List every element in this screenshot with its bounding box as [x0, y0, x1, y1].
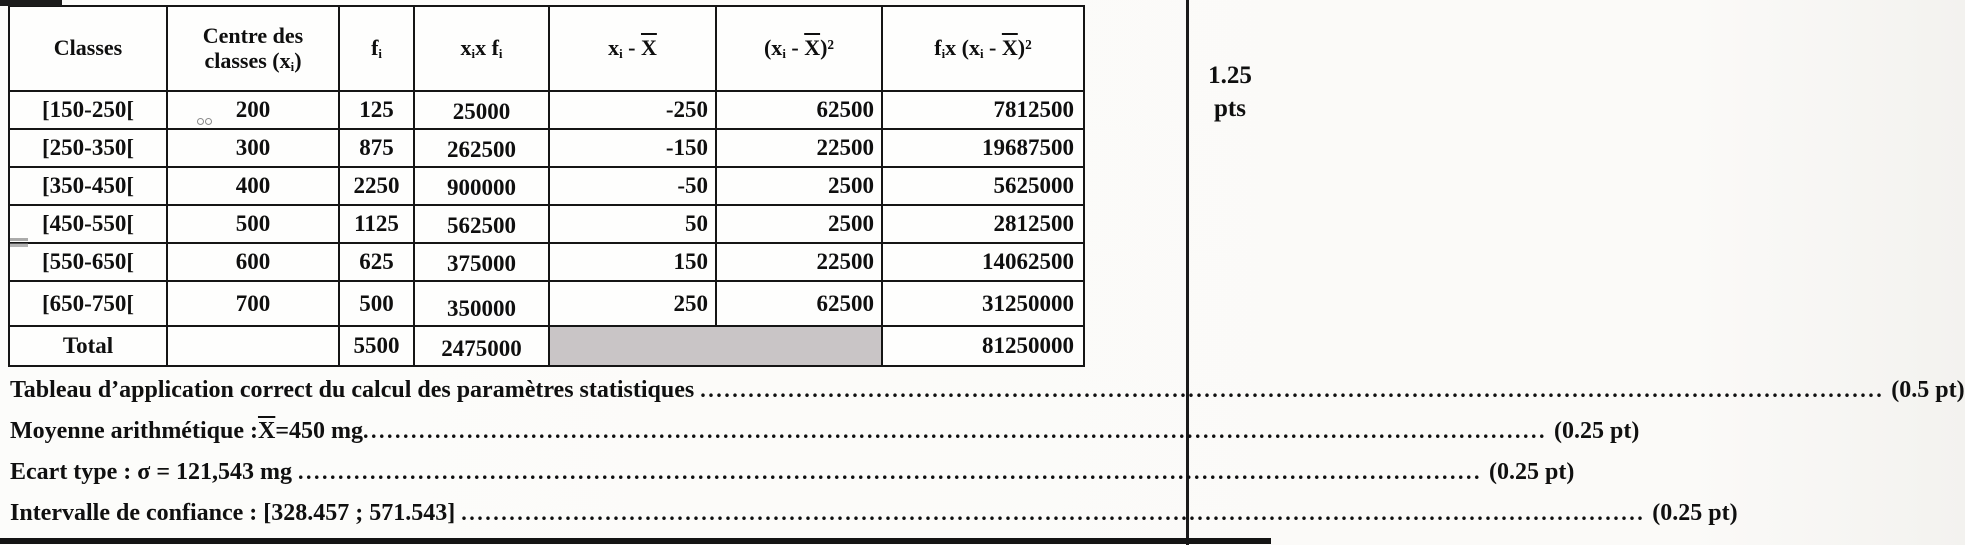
- cell: 14062500: [882, 243, 1084, 281]
- note-line: [10, 418, 1640, 459]
- cell: 900000: [414, 167, 549, 205]
- cell: 400: [167, 167, 339, 205]
- cell: 7812500: [882, 91, 1084, 129]
- col-header-1: Classes: [9, 6, 167, 91]
- note-line: [10, 459, 1575, 500]
- dot-leader: ....................................................................................................................................................: [700, 377, 1885, 402]
- note-points: (0.25 pt): [1553, 418, 1640, 444]
- cell: 700: [167, 281, 339, 326]
- total-cell: 2475000: [414, 326, 549, 366]
- total-cell: 5500: [339, 326, 414, 366]
- stats-table: [8, 5, 1085, 367]
- table-body: [9, 91, 1084, 366]
- table-header-row: [9, 6, 1084, 91]
- cell: 2500: [716, 167, 882, 205]
- cell: [450-550[: [9, 205, 167, 243]
- cell: 125: [339, 91, 414, 129]
- scan-artifact-corner: [0, 0, 62, 6]
- note-text: Moyenne arithmétique $:\overline{X}=450$ mg: [10, 418, 363, 444]
- note-line: [10, 500, 1738, 541]
- score-value: 1.25: [1208, 62, 1252, 89]
- cell: 31250000: [882, 281, 1084, 326]
- cell: 562500: [414, 205, 549, 243]
- table-row: [9, 167, 1084, 205]
- total-cell: [167, 326, 339, 366]
- cell: 500: [339, 281, 414, 326]
- cell: [250-350[: [9, 129, 167, 167]
- shaded-empty-cell: [549, 326, 882, 366]
- note-points: (0.5 pt): [1891, 377, 1965, 403]
- col-header-2: Centre des classes $(x_i)$: [167, 6, 339, 91]
- total-row: [9, 326, 1084, 366]
- page-bottom-rule: [0, 538, 1271, 544]
- cell: 2500: [716, 205, 882, 243]
- cell: [650-750[: [9, 281, 167, 326]
- cell: 2812500: [882, 205, 1084, 243]
- note-line: [10, 377, 1965, 418]
- table-row: [9, 129, 1084, 167]
- cell: 25000: [414, 91, 549, 129]
- cell: [550-650[: [9, 243, 167, 281]
- cell: 500: [167, 205, 339, 243]
- dot-leader: ....................................................................................................................................................: [461, 500, 1646, 525]
- cell: 350000: [414, 281, 549, 326]
- dot-leader: ....................................................................................................................................................: [298, 459, 1483, 484]
- cell: -150: [549, 129, 716, 167]
- table-row: [9, 91, 1084, 129]
- cell: 1125: [339, 205, 414, 243]
- cell: -250: [549, 91, 716, 129]
- cell: -50: [549, 167, 716, 205]
- cell: 22500: [716, 129, 882, 167]
- cell: 262500: [414, 129, 549, 167]
- cell: 250: [549, 281, 716, 326]
- cell: [350-450[: [9, 167, 167, 205]
- cell: 200: [167, 91, 339, 129]
- total-cell: 81250000: [882, 326, 1084, 366]
- score-label: [1189, 60, 1271, 125]
- col-header-6: $(x_i - \overline{X})^2$: [716, 6, 882, 91]
- note-text: Intervalle de confiance : [328.457 ; 571.543]: [10, 500, 462, 526]
- cell: 150: [549, 243, 716, 281]
- note-text: Tableau d’application correct du calcul des paramètres statistiques: [10, 377, 701, 403]
- cell: 62500: [716, 281, 882, 326]
- table-row: [9, 281, 1084, 326]
- notes-section: [10, 377, 1965, 541]
- cell: 5625000: [882, 167, 1084, 205]
- note-text: Ecart type : σ = 121,543 mg: [10, 459, 299, 485]
- col-header-7: $f_ix$ $(x_i - \overline{X})^2$: [882, 6, 1084, 91]
- dot-leader: ....................................................................................................................................................: [362, 418, 1547, 443]
- cell: 2250: [339, 167, 414, 205]
- cell: 625: [339, 243, 414, 281]
- cell: 19687500: [882, 129, 1084, 167]
- cell: 600: [167, 243, 339, 281]
- scan-artifact-mark: [10, 238, 28, 247]
- table-row: [9, 205, 1084, 243]
- col-header-4: $x_ix$ $f_i$: [414, 6, 549, 91]
- note-points: (0.25 pt): [1652, 500, 1738, 526]
- col-header-5: $x_i - \overline{X}$: [549, 6, 716, 91]
- note-points: (0.25 pt): [1489, 459, 1575, 485]
- cell: 375000: [414, 243, 549, 281]
- scan-artifact-dots: [197, 118, 213, 125]
- cell: [150-250[: [9, 91, 167, 129]
- table-row: [9, 243, 1084, 281]
- cell: 50: [549, 205, 716, 243]
- cell: 875: [339, 129, 414, 167]
- total-cell: Total: [9, 326, 167, 366]
- score-unit: pts: [1214, 94, 1246, 122]
- col-header-3: $f_i$: [339, 6, 414, 91]
- cell: 22500: [716, 243, 882, 281]
- cell: 300: [167, 129, 339, 167]
- cell: 62500: [716, 91, 882, 129]
